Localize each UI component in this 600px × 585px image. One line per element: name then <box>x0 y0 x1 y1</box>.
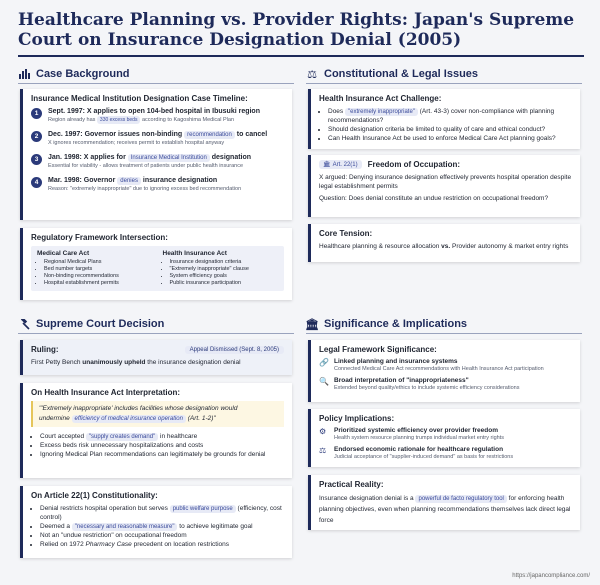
timeline-main: Dec. 1997: Governor issues non-binding recommendation to cancel <box>48 131 268 138</box>
legal-significance-card <box>308 340 580 402</box>
significance-main: Broad interpretation of "inappropriateness" <box>334 377 469 384</box>
article-22-title: On Article 22(1) Constitutionality: <box>31 491 158 500</box>
step-number: 3 <box>31 154 42 165</box>
freedom-title: Freedom of Occupation: <box>367 160 461 169</box>
gears-icon: ⚙ <box>319 427 327 436</box>
footer-url[interactable]: https://japancompliance.com/ <box>512 573 590 579</box>
significance-item <box>319 377 572 392</box>
practical-text: Insurance designation denial is a powerful de facto regulatory tool for enforcing health planning objectives, even when planning recommendations themselves lack direct legal force <box>319 495 571 524</box>
step-number: 1 <box>31 108 42 119</box>
title-divider <box>18 55 584 57</box>
significance-item <box>319 358 572 373</box>
list-item: • Insurance designation criteria <box>170 259 279 266</box>
practical-title: Practical Reality: <box>319 480 384 489</box>
list-item: • Bed number targets <box>44 266 153 273</box>
case-background-rule <box>18 83 294 84</box>
court-quote: "'Extremely inappropriate' includes facilities whose designation would undermine efficiency of medical insurance operation (Art. 1-2)" <box>31 401 284 427</box>
policy-sub: Health system resource planning trumps individual market entry rights <box>334 435 504 441</box>
list-item: • Court accepted "supply creates demand" in healthcare <box>40 432 284 441</box>
constitutional-rule <box>306 83 582 84</box>
article-22-card <box>20 486 292 558</box>
list-item: • Not an "undue restriction" on occupational freedom <box>40 531 284 540</box>
significance-main: Linked planning and insurance systems <box>334 358 458 365</box>
list-item: • Ignoring Medical Plan recommendations can legitimately be grounds for denial <box>40 450 284 459</box>
list-item: • Hospital establishment permits <box>44 280 153 287</box>
extremely-inappropriate-chip: "extremely inappropriate" <box>345 108 418 116</box>
ruling-card <box>20 340 292 375</box>
balance-icon: ⚖ <box>319 446 327 455</box>
freedom-card <box>308 155 580 217</box>
significance-heading <box>306 318 467 330</box>
ruling-text: First Petty Bench unanimously upheld the insurance designation denial <box>31 359 241 366</box>
link-icon: 🔗 <box>319 358 329 367</box>
timeline-sub: Region already has 330 excess beds according to Kagoshima Medical Plan <box>48 117 235 123</box>
policy-sub: Judicial acceptance of "supplier-induced demand" as basis for restrictions <box>334 454 514 460</box>
list-item: • Relied on 1972 Pharmacy Case precedent on location restrictions <box>40 540 284 549</box>
health-insurance-act-column <box>163 250 279 287</box>
significance-title: Significance & Implications <box>324 318 468 330</box>
public-welfare-chip: public welfare purpose <box>170 505 236 513</box>
list-item: • Should designation criteria be limited to quality of care and ethical conduct? <box>328 125 572 134</box>
timeline-main: Jan. 1998: X applies for Insurance Medical Institution designation <box>48 154 252 161</box>
denies-chip: denies <box>117 177 141 185</box>
case-background-title: Case Background <box>36 68 130 80</box>
legal-significance-title: Legal Framework Significance: <box>319 345 437 354</box>
decision-rule <box>18 333 294 334</box>
core-tension-text: Healthcare planning & resource allocation vs. Provider autonomy & market entry rights <box>319 243 569 250</box>
necessary-reasonable-chip: "necessary and reasonable measure" <box>72 523 178 531</box>
supply-demand-chip: "supply creates demand" <box>86 433 158 441</box>
timeline-title: Insurance Medical Institution Designation Case Timeline: <box>31 94 248 103</box>
core-tension-title: Core Tension: <box>319 229 373 238</box>
magnifier-icon: 🔍 <box>319 377 329 386</box>
medical-care-act-column <box>37 250 153 287</box>
decision-title: Supreme Court Decision <box>36 318 165 330</box>
core-tension-card <box>308 224 580 262</box>
decision-heading <box>18 318 164 330</box>
appeal-dismissed-chip: Appeal Dismissed (Sept. 8, 2005) <box>185 346 284 354</box>
recommendation-chip: recommendation <box>184 131 235 139</box>
policy-item <box>319 446 572 461</box>
significance-sub: Extended beyond quality/ethics to include systemic efficiency considerations <box>334 385 520 391</box>
freedom-question: Question: Does denial constitute an undue restriction on occupational freedom? <box>319 195 549 202</box>
constitutional-title: Constitutional & Legal Issues <box>324 68 479 80</box>
step-number: 4 <box>31 177 42 188</box>
hia-interpretation-title: On Health Insurance Act Interpretation: <box>31 388 181 397</box>
policy-main: Prioritized systemic efficiency over provider freedom <box>334 427 499 434</box>
timeline-item <box>31 176 284 193</box>
policy-title: Policy Implications: <box>319 414 395 423</box>
freedom-argument: X argued: Denying insurance designation effectively prevents hospital operation despite legal establishment permits <box>319 174 572 190</box>
page-title: Healthcare Planning vs. Provider Rights: Japan's Supreme Court on Insurance Designation Denial (2005) <box>18 10 575 50</box>
list-item: • System efficiency goals <box>170 273 279 280</box>
gavel-icon <box>18 318 30 330</box>
significance-sub: Connected Medical Care Act recommendations with Health Insurance Act participation <box>334 366 544 372</box>
chart-icon <box>18 68 30 80</box>
ruling-label: Ruling: <box>31 345 59 354</box>
policy-item <box>319 427 572 442</box>
policy-main: Endorsed economic rationale for healthcare regulation <box>334 446 504 453</box>
regulatory-tool-chip: powerful de facto regulatory tool <box>415 495 506 503</box>
framework-box <box>31 246 284 291</box>
list-item: • "Extremely inappropriate" clause <box>170 266 279 273</box>
efficiency-chip: efficiency of medical insurance operation <box>72 415 186 423</box>
timeline-main: Mar. 1998: Governor denies insurance designation <box>48 177 218 184</box>
constitutional-heading <box>306 68 478 80</box>
institution-icon: 🏛 <box>305 318 319 331</box>
timeline-sub: Essential for viability - allows treatment of patients under public health insurance <box>48 163 244 169</box>
framework-title: Regulatory Framework Intersection: <box>31 233 168 242</box>
list-item: • Regional Medical Plans <box>44 259 153 266</box>
timeline-item <box>31 107 284 124</box>
courthouse-icon: 🏛 <box>323 162 331 168</box>
scales-icon: ⚖ <box>307 68 317 81</box>
hia-interpretation-card <box>20 383 292 478</box>
list-item: • Deemed a "necessary and reasonable measure" to achieve legitimate goal <box>40 522 284 531</box>
timeline-item <box>31 130 284 147</box>
list-item: • Can Health Insurance Act be used to enforce Medical Care Act planning goals? <box>328 134 572 143</box>
list-item: • Non-binding recommendations <box>44 273 153 280</box>
hia-challenge-card <box>308 89 580 149</box>
timeline-sub: Reason: "extremely inappropriate" due to ignoring excess bed recommendation <box>48 186 242 192</box>
article-chip: 🏛 Art. 22(1) <box>319 160 362 169</box>
insurance-institution-chip: Insurance Medical Institution <box>128 154 210 162</box>
policy-card <box>308 409 580 467</box>
timeline-card <box>20 89 292 220</box>
framework-card <box>20 228 292 300</box>
list-item: • Does "extremely inappropriate" (Art. 43-3) cover non-compliance with planning recommendations? <box>328 107 572 125</box>
list-item: • Excess beds risk unnecessary hospitalizations and costs <box>40 441 284 450</box>
list-item: • Public insurance participation <box>170 280 279 287</box>
step-number: 2 <box>31 131 42 142</box>
list-item: • Denial restricts hospital operation but serves public welfare purpose (efficiency, cost control) <box>40 504 284 522</box>
timeline-item <box>31 153 284 170</box>
practical-card <box>308 475 580 530</box>
health-insurance-act-title: Health Insurance Act <box>162 250 227 257</box>
medical-care-act-title: Medical Care Act <box>37 250 90 257</box>
timeline-main: Sept. 1997: X applies to open 104-bed hospital in Ibusuki region <box>48 108 260 115</box>
hia-challenge-title: Health Insurance Act Challenge: <box>319 94 442 103</box>
excess-beds-chip: 330 excess beds <box>97 116 141 124</box>
timeline-sub: X ignores recommendation; receives permit to establish hospital anyway <box>48 140 225 146</box>
case-background-heading <box>18 68 130 80</box>
significance-rule <box>306 333 582 334</box>
